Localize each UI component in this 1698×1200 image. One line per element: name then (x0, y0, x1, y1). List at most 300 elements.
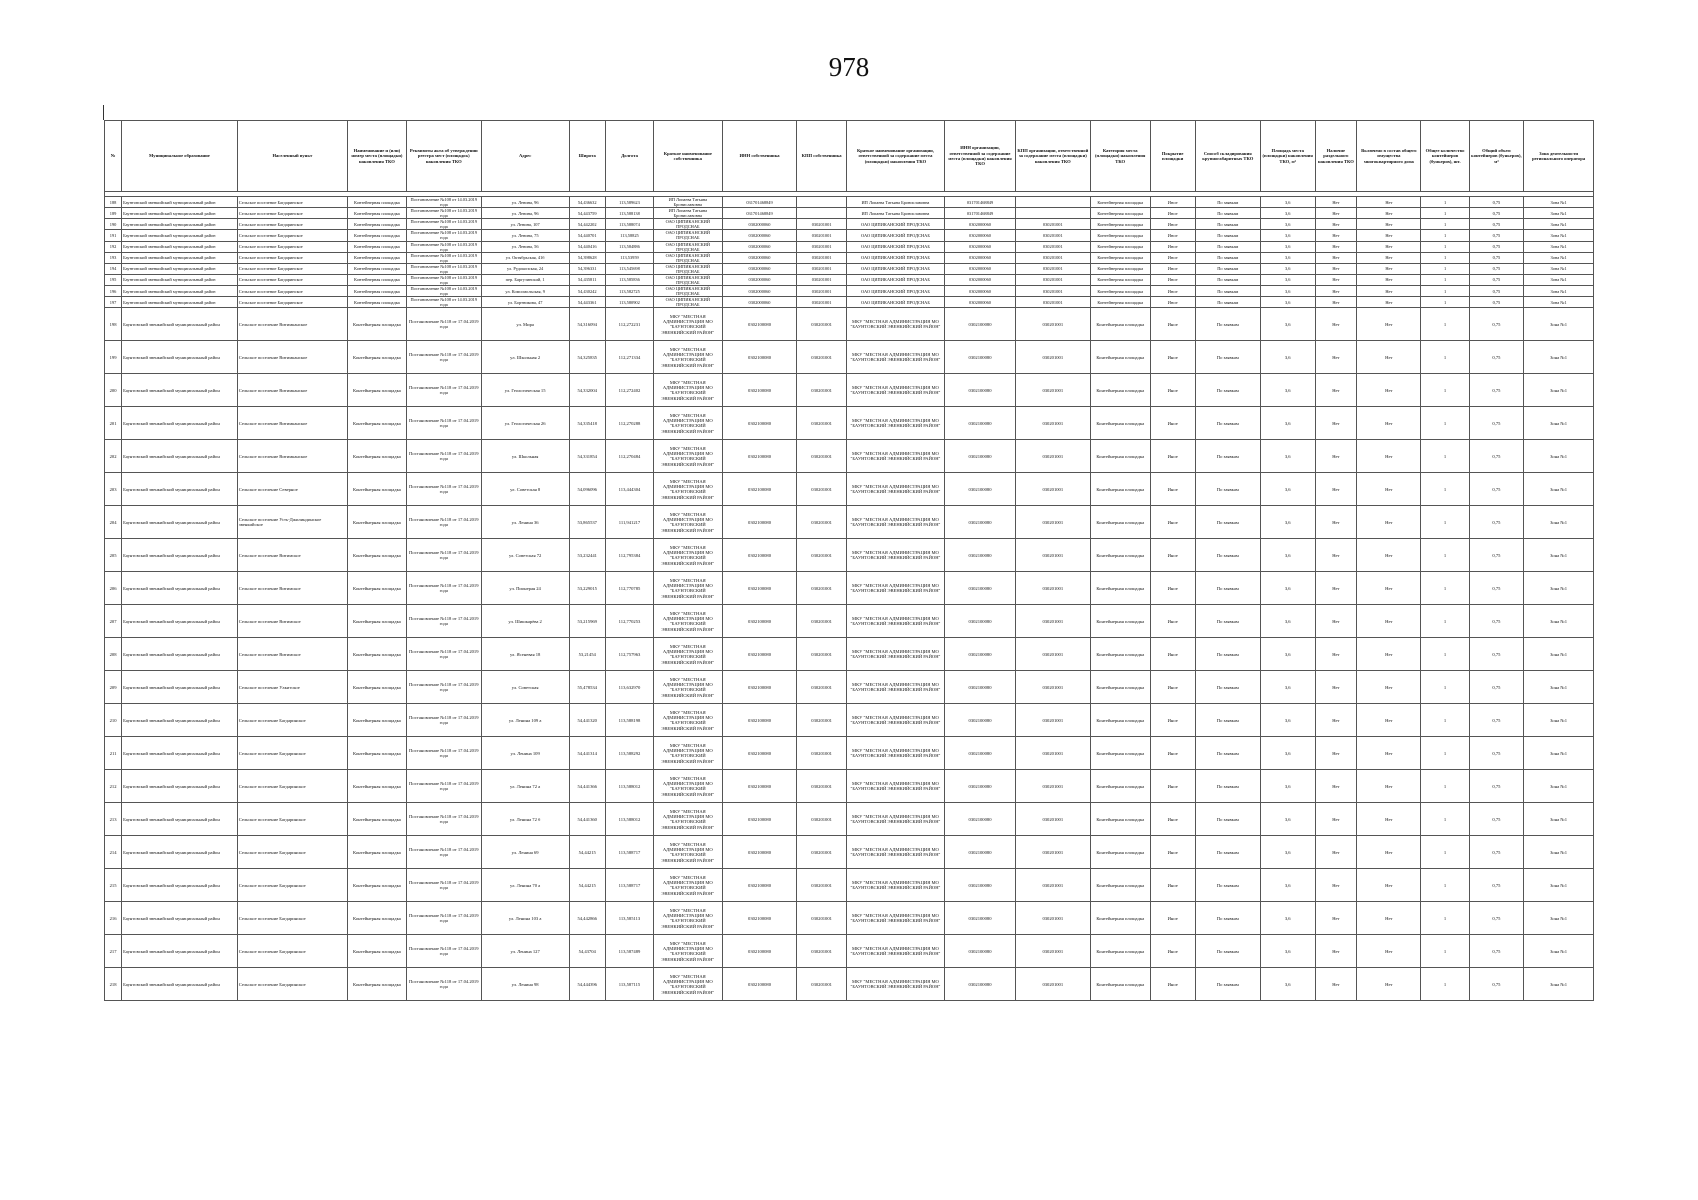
table-cell: МКУ "МЕСТНАЯ АДМИНИСТРАЦИЯ МО "БАУНТОВСКИЙ ЭВЕНКИЙСКИЙ РАЙОН" (846, 671, 944, 704)
table-cell: 1 (1421, 308, 1469, 341)
table-cell: Нет (1315, 274, 1357, 285)
table-cell: 0,75 (1469, 208, 1524, 219)
table-cell (797, 197, 846, 208)
table-cell: 0,75 (1469, 407, 1524, 440)
table-cell: 0302100080 (945, 902, 1016, 935)
table-cell: Нет (1357, 902, 1421, 935)
table-row (105, 219, 1594, 230)
table-cell: ОАО ЦИПИКАНСКИЙ ПРОДСНАБ (846, 297, 944, 308)
table-cell: 54,442866 (569, 902, 605, 935)
table-cell: ул. Ленина, 107 (481, 219, 569, 230)
table-cell: Иное (1150, 803, 1195, 836)
table-cell: Зона №1 (1524, 308, 1594, 341)
table-cell: МКУ "МЕСТНАЯ АДМИНИСТРАЦИЯ МО "БАУНТОВСКИЙ ЭВЕНКИЙСКИЙ РАЙОН" (846, 770, 944, 803)
table-cell: Зона №1 (1524, 374, 1594, 407)
table-cell: Иное (1150, 263, 1195, 274)
table-cell: Баунтовский эвенкийский муниципальный район (122, 770, 238, 803)
table-cell: ул. Школьная (481, 440, 569, 473)
table-cell: 0,75 (1469, 836, 1524, 869)
table-cell: Зона №1 (1524, 902, 1594, 935)
table-cell: 113,444304 (605, 473, 653, 506)
table-cell: 3,6 (1260, 197, 1315, 208)
table-cell: По заявкам (1195, 297, 1260, 308)
table-cell: Контейнерная площадка (347, 539, 406, 572)
table-cell: 3,6 (1260, 252, 1315, 263)
table-cell: 0302100080 (945, 737, 1016, 770)
table-cell: 215 (105, 869, 122, 902)
column-header: Краткое наименование собственника (654, 121, 723, 192)
table-cell: 030201001 (797, 704, 846, 737)
table-cell: 0302000060 (722, 297, 797, 308)
table-cell: 216 (105, 902, 122, 935)
table-cell: 030201001 (1015, 605, 1090, 638)
table-cell: 54,440701 (569, 230, 605, 241)
table-cell: Контейнерная площадка (347, 770, 406, 803)
table-cell: ул. Ленина 109 (481, 737, 569, 770)
table-cell: Зона №1 (1524, 473, 1594, 506)
table-cell: Контейнерная площадка (347, 219, 406, 230)
table-cell: 030201001 (1015, 572, 1090, 605)
table-cell: Контейнерная площадка (1090, 704, 1150, 737)
table-cell: 030201001 (1015, 935, 1090, 968)
table-cell: Зона №1 (1524, 836, 1594, 869)
table-cell: 1 (1421, 506, 1469, 539)
table-cell: Постановление №118 от 17.04.2019 года (406, 935, 481, 968)
table-cell: 0,75 (1469, 274, 1524, 285)
table-cell: 112,270484 (605, 440, 653, 473)
table-cell: 1 (1421, 572, 1469, 605)
table-cell: 030201001 (1015, 297, 1090, 308)
table-cell: Контейнерная площадка (347, 341, 406, 374)
table-cell: МКУ "МЕСТНАЯ АДМИНИСТРАЦИЯ МО "БАУНТОВСКИЙ ЭВЕНКИЙСКИЙ РАЙОН" (846, 605, 944, 638)
table-cell: Сельское поселение Витимское (237, 572, 347, 605)
table-cell: 030201001 (1015, 968, 1090, 1001)
table-cell: 030201001 (797, 770, 846, 803)
table-cell: Баунтовский эвенкийский муниципальный район (122, 308, 238, 341)
table-cell: 0,75 (1469, 869, 1524, 902)
table-row (105, 506, 1594, 539)
table-cell: 0302100080 (722, 704, 797, 737)
table-cell: 3,6 (1260, 274, 1315, 285)
table-cell: По заявкам (1195, 197, 1260, 208)
table-cell: 0302100080 (945, 671, 1016, 704)
table-cell: Иное (1150, 308, 1195, 341)
table-cell: Контейнерная площадка (1090, 803, 1150, 836)
table-cell: Сельское поселение Северное (237, 473, 347, 506)
table-cell: Постановление №118 от 17.04.2019 года (406, 407, 481, 440)
column-header: Реквизиты акта об утверждении реестра мест (площадок) накопления ТКО (406, 121, 481, 192)
table-cell: 030201001 (797, 374, 846, 407)
table-cell: 112,770253 (605, 605, 653, 638)
table-cell: Нет (1357, 968, 1421, 1001)
table-cell: 1 (1421, 286, 1469, 297)
table-cell: ул. Ленина 98 (481, 968, 569, 1001)
column-header: Наименование и (или) номер места (площадки) накопления ТКО (347, 121, 406, 192)
table-cell: МКУ "МЕСТНАЯ АДМИНИСТРАЦИЯ МО "БАУНТОВСКИЙ ЭВЕНКИЙСКИЙ РАЙОН" (846, 341, 944, 374)
table-cell: 0,75 (1469, 252, 1524, 263)
table-cell: 030201001 (1015, 374, 1090, 407)
table-cell: 030201001 (797, 252, 846, 263)
table-cell: Нет (1315, 252, 1357, 263)
table-row (105, 286, 1594, 297)
table-cell: МКУ "МЕСТНАЯ АДМИНИСТРАЦИЯ МО "БАУНТОВСКИЙ ЭВЕНКИЙСКИЙ РАЙОН" (654, 539, 723, 572)
table-cell: 030201001 (797, 869, 846, 902)
table-cell: Нет (1315, 407, 1357, 440)
table-cell: 0,75 (1469, 704, 1524, 737)
table-cell: МКУ "МЕСТНАЯ АДМИНИСТРАЦИЯ МО "БАУНТОВСКИЙ ЭВЕНКИЙСКИЙ РАЙОН" (846, 803, 944, 836)
table-cell: 3,6 (1260, 341, 1315, 374)
table-cell: Нет (1315, 803, 1357, 836)
table-cell: 0302100080 (945, 935, 1016, 968)
table-cell: 1 (1421, 539, 1469, 572)
table-cell: По заявкам (1195, 241, 1260, 252)
table-cell: ОАО ЦИПИКАНСКИЙ ПРОДСНАБ (654, 263, 723, 274)
table-cell: 030201001 (1015, 263, 1090, 274)
table-cell: Контейнерная площадка (347, 704, 406, 737)
table-cell: ул. Мира (481, 308, 569, 341)
table-cell: 0302100080 (722, 803, 797, 836)
table-cell: 111,941217 (605, 506, 653, 539)
table-cell: 53,229015 (569, 572, 605, 605)
table-cell: МКУ "МЕСТНАЯ АДМИНИСТРАЦИЯ МО "БАУНТОВСКИЙ ЭВЕНКИЙСКИЙ РАЙОН" (846, 374, 944, 407)
table-row (105, 263, 1594, 274)
table-cell: Контейнерная площадка (1090, 605, 1150, 638)
table-cell: Нет (1315, 473, 1357, 506)
waste-sites-registry-table (104, 120, 1594, 1001)
table-cell: 54,441366 (569, 770, 605, 803)
table-cell: 3,6 (1260, 770, 1315, 803)
table-cell: 0302000060 (945, 219, 1016, 230)
table-cell: 198 (105, 308, 122, 341)
table-cell: Зона №1 (1524, 241, 1594, 252)
column-header: Долгота (605, 121, 653, 192)
table-cell: ул. Ленина 109 а (481, 704, 569, 737)
table-cell: 113,53959 (605, 252, 653, 263)
table-cell: Постановление №118 от 17.04.2019 года (406, 737, 481, 770)
table-cell: ОАО ЦИПИКАНСКИЙ ПРОДСНАБ (654, 230, 723, 241)
table-cell: ОАО ЦИПИКАНСКИЙ ПРОДСНАБ (654, 219, 723, 230)
table-cell: 113,589623 (605, 197, 653, 208)
table-cell: 212 (105, 770, 122, 803)
table-cell: Нет (1315, 440, 1357, 473)
table-cell: ул. Комсомольская, 9 (481, 286, 569, 297)
table-cell: 1 (1421, 274, 1469, 285)
table-cell: 0,75 (1469, 197, 1524, 208)
table-row (105, 572, 1594, 605)
table-cell: Нет (1357, 274, 1421, 285)
table-cell: 1 (1421, 737, 1469, 770)
table-cell: 031701468849 (722, 208, 797, 219)
table-cell: 0302100080 (945, 605, 1016, 638)
table-cell: 112,272231 (605, 308, 653, 341)
table-cell: По заявкам (1195, 671, 1260, 704)
table-cell: 030201001 (1015, 869, 1090, 902)
table-cell: Контейнерная площадка (1090, 308, 1150, 341)
table-cell: Сельское поселение Витимское (237, 539, 347, 572)
table-cell: 54,44215 (569, 869, 605, 902)
table-cell: 030201001 (1015, 341, 1090, 374)
table-cell: Контейнерная площадка (1090, 297, 1150, 308)
table-cell: 113,588198 (605, 704, 653, 737)
table-cell: По заявкам (1195, 935, 1260, 968)
table-cell: 1 (1421, 869, 1469, 902)
table-cell: Зона №1 (1524, 968, 1594, 1001)
table-cell: По заявкам (1195, 968, 1260, 1001)
table-cell: 030201001 (797, 836, 846, 869)
table-cell: Иное (1150, 704, 1195, 737)
table-cell: ул. Ленина 103 а (481, 902, 569, 935)
table-cell: Контейнерная площадка (347, 605, 406, 638)
table-cell: Постановление №108 от 14.03.2019 года (406, 286, 481, 297)
table-cell: 0,75 (1469, 968, 1524, 1001)
table-cell: 113,587115 (605, 968, 653, 1001)
table-cell: 3,6 (1260, 230, 1315, 241)
table-cell: 0302000060 (722, 241, 797, 252)
column-header: Населенный пункт (237, 121, 347, 192)
table-cell: 205 (105, 539, 122, 572)
table-cell: Контейнерная площадка (347, 869, 406, 902)
table-cell: 030201001 (797, 902, 846, 935)
table-cell: 113,588012 (605, 803, 653, 836)
table-cell: Контейнерная площадка (1090, 286, 1150, 297)
table-cell: Зона №1 (1524, 286, 1594, 297)
table-cell: 54,325835 (569, 341, 605, 374)
table-cell: Сельское поселение Багдаринское (237, 241, 347, 252)
table-cell: 3,6 (1260, 539, 1315, 572)
table-cell: 0,75 (1469, 473, 1524, 506)
table-cell: Контейнерная площадка (347, 230, 406, 241)
table-cell: Нет (1315, 902, 1357, 935)
table-cell: МКУ "МЕСТНАЯ АДМИНИСТРАЦИЯ МО "БАУНТОВСКИЙ ЭВЕНКИЙСКИЙ РАЙОН" (654, 638, 723, 671)
table-cell: МКУ "МЕСТНАЯ АДМИНИСТРАЦИЯ МО "БАУНТОВСКИЙ ЭВЕНКИЙСКИЙ РАЙОН" (654, 473, 723, 506)
table-cell: Нет (1357, 230, 1421, 241)
table-cell: 1 (1421, 208, 1469, 219)
table-cell: Иное (1150, 902, 1195, 935)
table-cell: 030201001 (1015, 638, 1090, 671)
table-cell: Иное (1150, 241, 1195, 252)
table-cell: Контейнерная площадка (347, 197, 406, 208)
table-cell: МКУ "МЕСТНАЯ АДМИНИСТРАЦИЯ МО "БАУНТОВСКИЙ ЭВЕНКИЙСКИЙ РАЙОН" (654, 704, 723, 737)
table-cell: По заявкам (1195, 440, 1260, 473)
table-cell: По заявкам (1195, 836, 1260, 869)
table-cell: Нет (1315, 308, 1357, 341)
table-cell: Контейнерная площадка (347, 308, 406, 341)
table-cell: Баунтовский эвенкийский муниципальный район (122, 241, 238, 252)
table-cell: Постановление №118 от 17.04.2019 года (406, 902, 481, 935)
table-cell: ул. Ленина, 96 (481, 208, 569, 219)
table-cell: Контейнерная площадка (347, 374, 406, 407)
table-cell: 3,6 (1260, 473, 1315, 506)
table-cell: МКУ "МЕСТНАЯ АДМИНИСТРАЦИЯ МО "БАУНТОВСКИЙ ЭВЕНКИЙСКИЙ РАЙОН" (654, 671, 723, 704)
table-cell: Нет (1315, 263, 1357, 274)
table-cell: Зона №1 (1524, 671, 1594, 704)
table-cell: МКУ "МЕСТНАЯ АДМИНИСТРАЦИЯ МО "БАУНТОВСКИЙ ЭВЕНКИЙСКИЙ РАЙОН" (846, 935, 944, 968)
table-cell: Нет (1357, 473, 1421, 506)
table-cell: Контейнерная площадка (347, 836, 406, 869)
table-cell: 54,43704 (569, 935, 605, 968)
table-cell: Сельское поселение Багдаринское (237, 286, 347, 297)
table-cell: 030201001 (797, 539, 846, 572)
table-cell: 0302100080 (945, 539, 1016, 572)
table-cell: Иное (1150, 539, 1195, 572)
table-cell: 0302000060 (945, 230, 1016, 241)
table-cell: 54,443361 (569, 297, 605, 308)
table-cell: ул. Ленина 70 а (481, 869, 569, 902)
table-cell: Нет (1357, 252, 1421, 263)
table-cell: МКУ "МЕСТНАЯ АДМИНИСТРАЦИЯ МО "БАУНТОВСКИЙ ЭВЕНКИЙСКИЙ РАЙОН" (846, 407, 944, 440)
table-cell: Контейнерная площадка (1090, 374, 1150, 407)
table-cell: 030201001 (1015, 506, 1090, 539)
table-cell: Нет (1315, 506, 1357, 539)
table-cell: Баунтовский эвенкийский муниципальный район (122, 230, 238, 241)
table-cell: 1 (1421, 770, 1469, 803)
table-cell: Контейнерная площадка (347, 737, 406, 770)
table-cell: Зона №1 (1524, 935, 1594, 968)
table-cell: 3,6 (1260, 671, 1315, 704)
table-cell: 0302100080 (722, 440, 797, 473)
table-cell: Иное (1150, 473, 1195, 506)
table-cell: 030201001 (797, 473, 846, 506)
table-cell: ул. Октябрьская, 41б (481, 252, 569, 263)
table-cell: Контейнерная площадка (347, 208, 406, 219)
table-cell: Иное (1150, 572, 1195, 605)
table-cell: 1 (1421, 197, 1469, 208)
table-cell: ул. Пионерая 24 (481, 572, 569, 605)
table-cell: Сельское поселение Багдаринское (237, 208, 347, 219)
table-cell: 0302100080 (722, 605, 797, 638)
table-cell: Контейнерная площадка (1090, 737, 1150, 770)
table-cell: 3,6 (1260, 241, 1315, 252)
table-cell: 0302100080 (945, 704, 1016, 737)
table-cell: МКУ "МЕСТНАЯ АДМИНИСТРАЦИЯ МО "БАУНТОВСКИЙ ЭВЕНКИЙСКИЙ РАЙОН" (846, 902, 944, 935)
table-cell: 030201001 (797, 219, 846, 230)
table-cell: Баунтовский эвенкийский муниципальный район (122, 252, 238, 263)
table-cell: МКУ "МЕСТНАЯ АДМИНИСТРАЦИЯ МО "БАУНТОВСКИЙ ЭВЕНКИЙСКИЙ РАЙОН" (654, 341, 723, 374)
table-cell: Нет (1315, 297, 1357, 308)
table-cell: Контейнерная площадка (1090, 539, 1150, 572)
table-cell: 0,75 (1469, 671, 1524, 704)
table-cell: Нет (1315, 836, 1357, 869)
table-cell: Баунтовский эвенкийский муниципальный район (122, 341, 238, 374)
table-cell: По заявкам (1195, 902, 1260, 935)
table-cell: По заявкам (1195, 341, 1260, 374)
table-cell: Зона №1 (1524, 638, 1594, 671)
table-cell: Нет (1315, 208, 1357, 219)
table-cell: Постановление №118 от 17.04.2019 года (406, 638, 481, 671)
table-cell: 1 (1421, 440, 1469, 473)
column-header: КПП собственника (797, 121, 846, 192)
table-cell: 54,443759 (569, 208, 605, 219)
table-cell: Постановление №118 от 17.04.2019 года (406, 374, 481, 407)
table-cell: Баунтовский эвенкийский муниципальный район (122, 605, 238, 638)
table-cell: 030201001 (1015, 230, 1090, 241)
table-row (105, 836, 1594, 869)
table-cell: 113,587489 (605, 935, 653, 968)
table-cell: Нет (1357, 219, 1421, 230)
table-cell: Иное (1150, 407, 1195, 440)
table-cell: 030201001 (1015, 902, 1090, 935)
table-cell: Контейнерная площадка (347, 803, 406, 836)
table-cell: 112,770785 (605, 572, 653, 605)
table-cell: МКУ "МЕСТНАЯ АДМИНИСТРАЦИЯ МО "БАУНТОВСКИЙ ЭВЕНКИЙСКИЙ РАЙОН" (846, 968, 944, 1001)
table-cell: 112,795384 (605, 539, 653, 572)
table-cell: Иное (1150, 440, 1195, 473)
table-cell: 197 (105, 297, 122, 308)
table-cell: Баунтовский эвенкийский муниципальный район (122, 297, 238, 308)
table-cell: Иное (1150, 671, 1195, 704)
table-cell: 0302100080 (722, 539, 797, 572)
table-cell: Баунтовский эвенкийский муниципальный район (122, 671, 238, 704)
table-cell: Нет (1357, 440, 1421, 473)
table-cell: 209 (105, 671, 122, 704)
table-cell: 3,6 (1260, 572, 1315, 605)
table-cell: 0,75 (1469, 341, 1524, 374)
table-cell: Баунтовский эвенкийский муниципальный район (122, 197, 238, 208)
table-cell: Иное (1150, 341, 1195, 374)
table-cell: 030201001 (797, 241, 846, 252)
table-cell: МКУ "МЕСТНАЯ АДМИНИСТРАЦИЯ МО "БАУНТОВСКИЙ ЭВЕНКИЙСКИЙ РАЙОН" (846, 869, 944, 902)
table-cell: Постановление №118 от 17.04.2019 года (406, 836, 481, 869)
table-cell: Зона №1 (1524, 770, 1594, 803)
column-header: Адрес (481, 121, 569, 192)
column-header: Общий объем контейнеров (бункеров), м³ (1469, 121, 1524, 192)
table-cell: 113,582725 (605, 286, 653, 297)
table-cell (1015, 197, 1090, 208)
table-cell: 030201001 (797, 803, 846, 836)
table-cell: ОАО ЦИПИКАНСКИЙ ПРОДСНАБ (846, 286, 944, 297)
table-cell: 3,6 (1260, 297, 1315, 308)
table-cell: 0302100080 (945, 374, 1016, 407)
table-cell: МКУ "МЕСТНАЯ АДМИНИСТРАЦИЯ МО "БАУНТОВСКИЙ ЭВЕНКИЙСКИЙ РАЙОН" (654, 803, 723, 836)
table-cell: 113,588074 (605, 219, 653, 230)
table-cell: По заявкам (1195, 572, 1260, 605)
table-cell: Зона №1 (1524, 803, 1594, 836)
table-cell: ул. Советская 72 (481, 539, 569, 572)
table-cell: 1 (1421, 473, 1469, 506)
table-cell: 54,440416 (569, 241, 605, 252)
table-cell: Контейнерная площадка (1090, 473, 1150, 506)
table-cell: 53,865537 (569, 506, 605, 539)
table-cell: 1 (1421, 902, 1469, 935)
table-cell: 0302000060 (945, 252, 1016, 263)
table-cell: 54,398628 (569, 252, 605, 263)
table-row (105, 869, 1594, 902)
table-cell: Контейнерная площадка (347, 473, 406, 506)
table-cell: 0302100080 (722, 407, 797, 440)
table-cell: Баунтовский эвенкийский муниципальный район (122, 473, 238, 506)
table-cell: Нет (1315, 638, 1357, 671)
table-cell: 030201001 (1015, 407, 1090, 440)
table-cell: Постановление №118 от 17.04.2019 года (406, 440, 481, 473)
table-cell: 0,75 (1469, 539, 1524, 572)
table-cell: Баунтовский эвенкийский муниципальный район (122, 869, 238, 902)
table-cell: 0302100080 (722, 341, 797, 374)
table-body (105, 192, 1594, 1001)
table-cell: 1 (1421, 263, 1469, 274)
table-cell: Сельское поселение Багдаринское (237, 252, 347, 263)
table-cell: 113,58825 (605, 230, 653, 241)
table-cell: Нет (1315, 605, 1357, 638)
table-cell: Контейнерная площадка (347, 935, 406, 968)
table-cell: пер. Баргузинский, 1 (481, 274, 569, 285)
table-cell: 0302100080 (722, 869, 797, 902)
table-cell: Сельское поселение Багдаринское (237, 219, 347, 230)
table-cell: Контейнерная площадка (347, 274, 406, 285)
table-cell: По заявкам (1195, 230, 1260, 241)
table-cell: По заявкам (1195, 263, 1260, 274)
table-cell: Иное (1150, 208, 1195, 219)
column-header: Общее количество контейнеров (бункеров), шт. (1421, 121, 1469, 192)
